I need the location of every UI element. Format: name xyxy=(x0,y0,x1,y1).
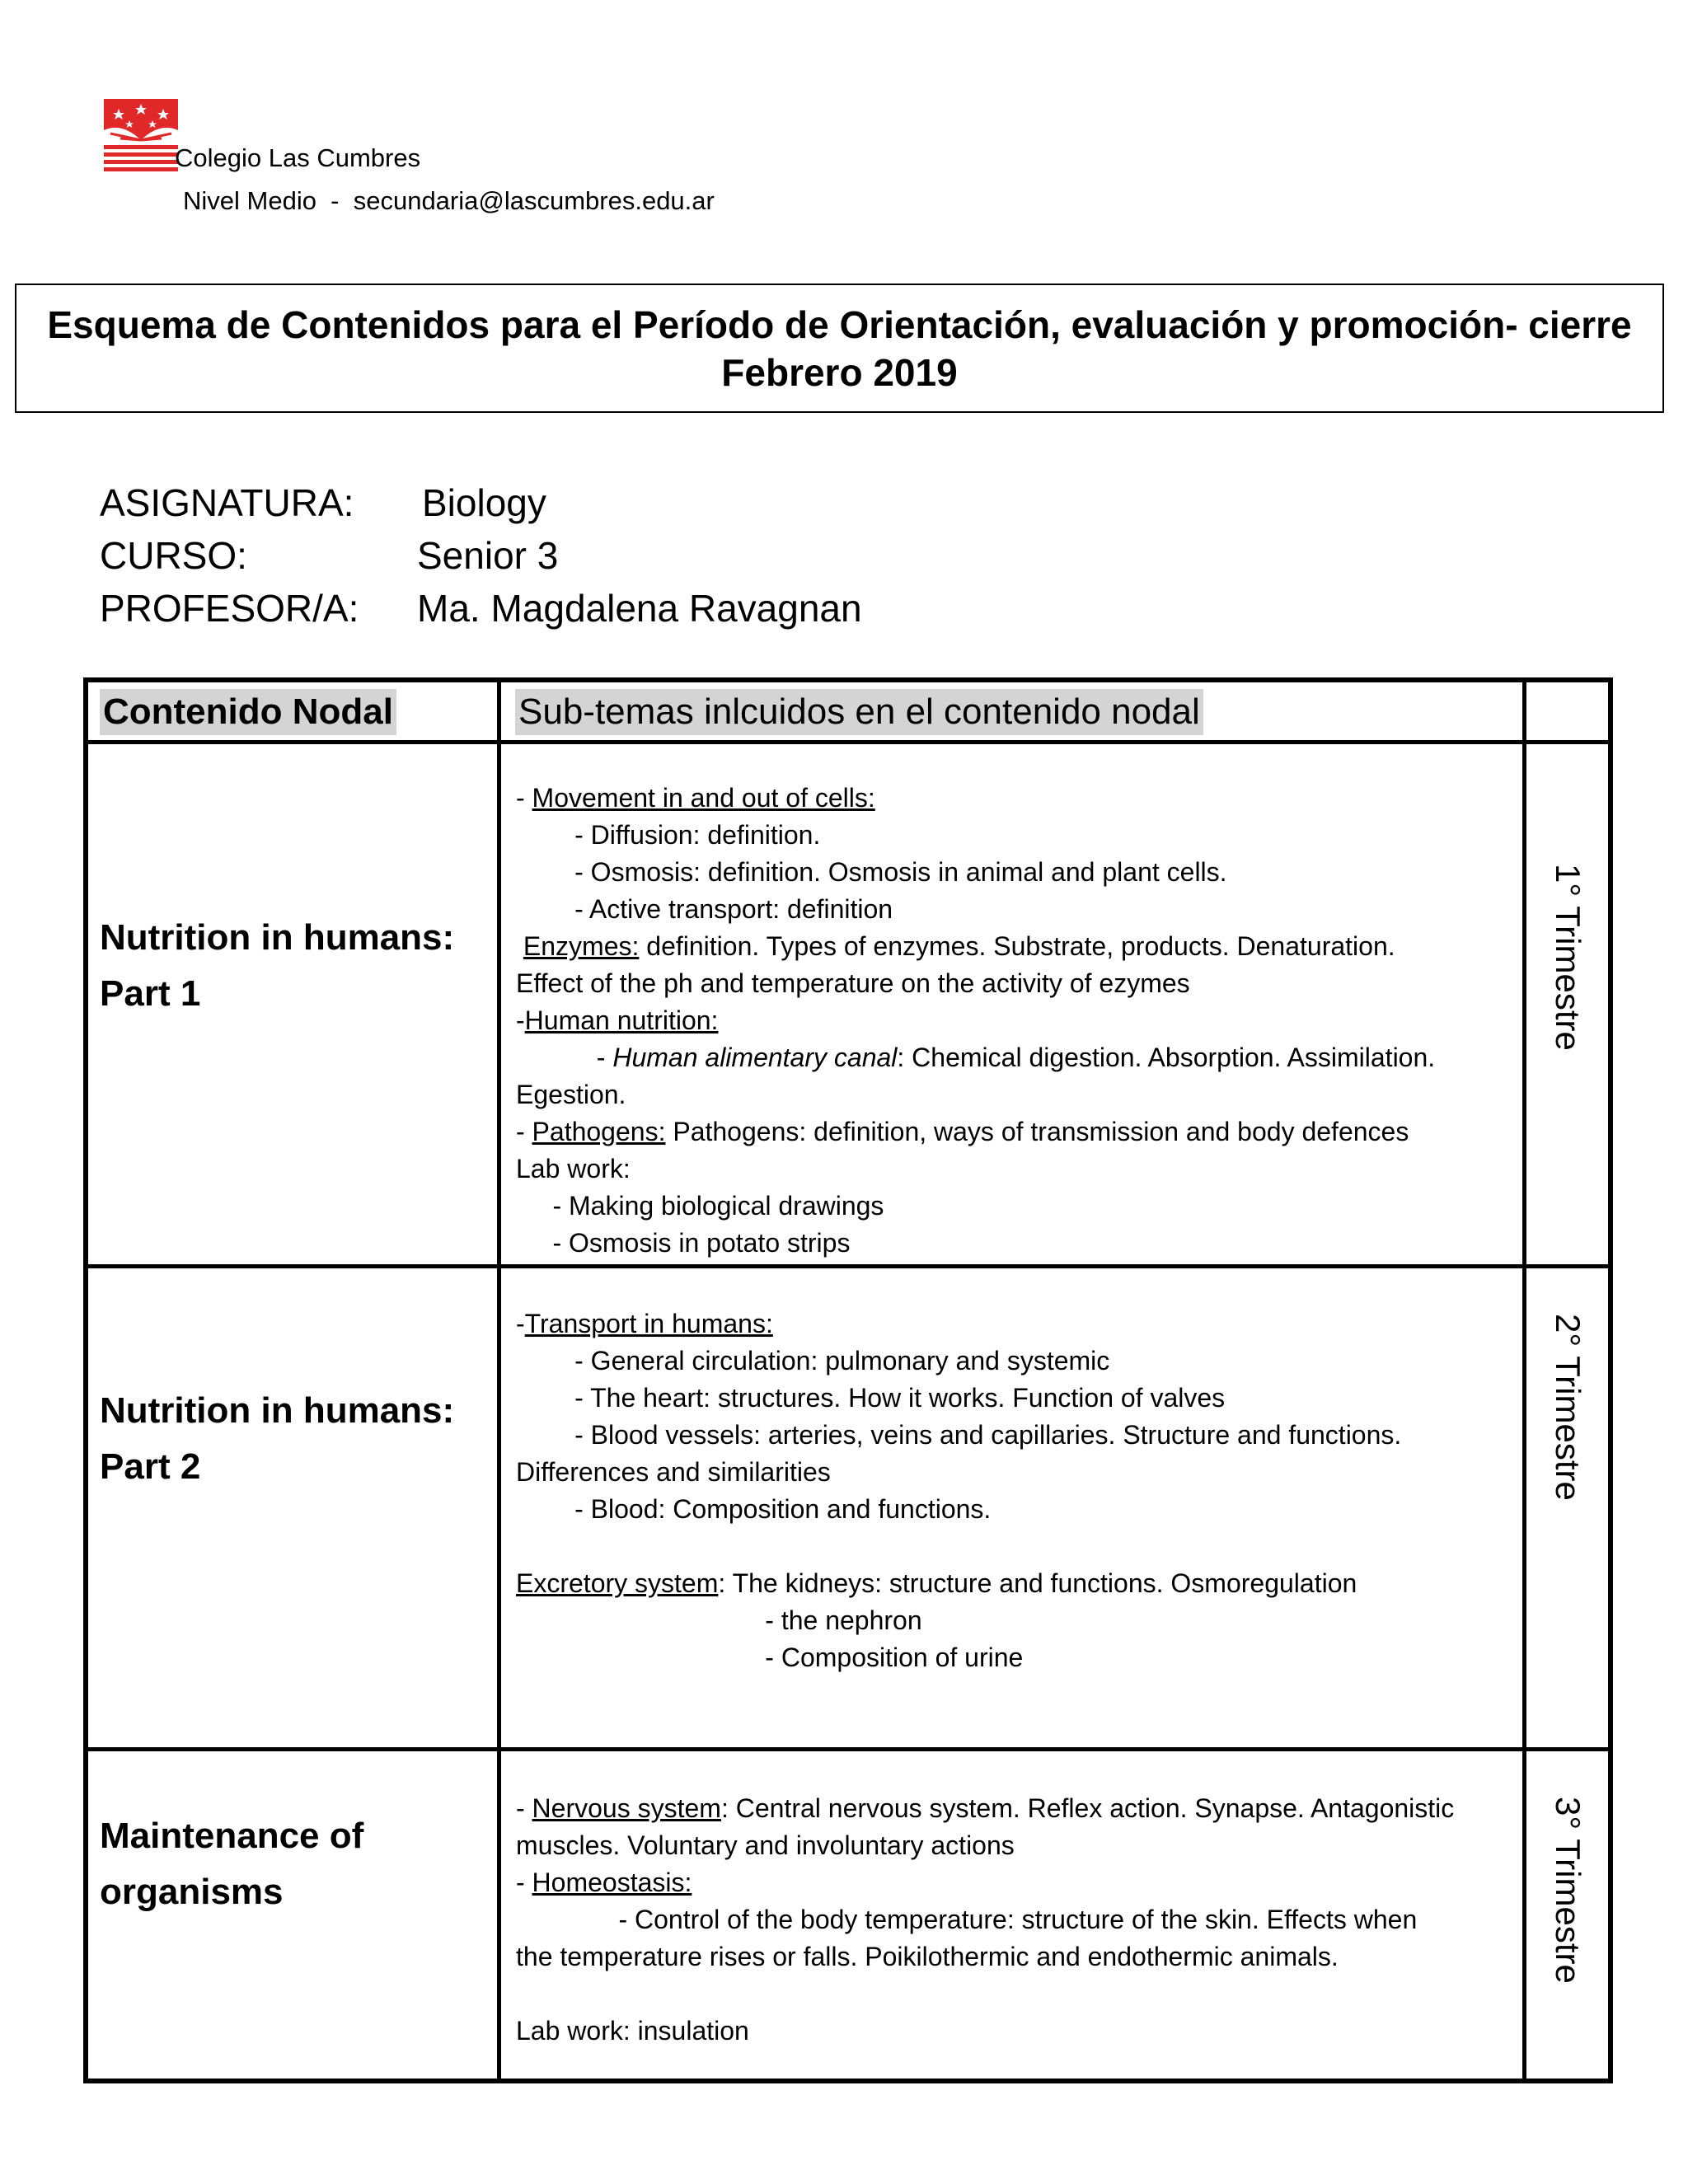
trimester-1 xyxy=(1531,864,1605,1051)
course-value: Senior 3 xyxy=(417,534,559,577)
text: - Diffusion: definition. - Osmosis: definition. Osmosis in animal and plant cells. - Active transport: definition xyxy=(574,820,1227,924)
teacher-row xyxy=(100,582,862,635)
trimester-2 xyxy=(1531,1314,1605,1501)
topic-row-3 xyxy=(100,1808,487,1920)
topic-title: Nutrition in humans: xyxy=(100,917,455,958)
teacher-value: Ma. Magdalena Ravagnan xyxy=(417,587,862,630)
subject-label: ASIGNATURA: xyxy=(100,481,354,524)
heading-movement: Movement in and out of cells: xyxy=(532,783,875,813)
subject-value: Biology xyxy=(422,481,546,524)
heading-human-nutrition: Human nutrition: xyxy=(524,1005,719,1035)
topic-subtitle: Part 1 xyxy=(100,973,201,1014)
trimester-label: 1° Trimestre xyxy=(1549,864,1587,1051)
row-divider xyxy=(88,1747,1608,1751)
column-divider xyxy=(497,682,501,2079)
school-logo xyxy=(102,97,180,173)
header-sub-temas: Sub-temas inlcuidos en el contenido nodal xyxy=(515,689,1203,735)
course-label: CURSO: xyxy=(100,534,247,577)
contents-table xyxy=(83,677,1613,2083)
alimentary-canal-term: Human alimentary canal xyxy=(612,1043,898,1072)
subtopics-row-3 xyxy=(516,1790,1587,2050)
heading-homeostasis: Homeostasis: xyxy=(532,1868,692,1897)
text: - Control of the body temperature: structure of the skin. Effects when the temperature rises or falls. Poikilothermic and endothermic animals. Lab work: insulation xyxy=(516,1905,1418,2046)
document-title xyxy=(15,284,1664,413)
subtopics-row-2 xyxy=(516,1305,1587,1676)
text: - xyxy=(516,1793,532,1823)
subject-row xyxy=(100,476,862,529)
row-divider xyxy=(88,1264,1608,1268)
heading-pathogens: Pathogens: xyxy=(532,1117,666,1146)
text: - xyxy=(516,783,532,813)
heading-transport: Transport in humans: xyxy=(524,1309,773,1338)
trimester-label: 3° Trimestre xyxy=(1549,1797,1587,1984)
topic-row-1 xyxy=(100,910,487,1022)
teacher-label: PROFESOR/A: xyxy=(100,587,359,630)
header-contenido-nodal: Contenido Nodal xyxy=(100,689,396,735)
topic-title: Maintenance of xyxy=(100,1816,364,1856)
trimester-3 xyxy=(1531,1797,1605,1984)
row-divider xyxy=(88,740,1608,744)
heading-excretory: Excretory system xyxy=(516,1568,719,1598)
title-line-1: Esquema de Contenidos para el Período de Orientación, evaluación y promoción- cierre xyxy=(47,302,1632,346)
text: - General circulation: pulmonary and systemic - The heart: structures. How it works. Function of valves - Blood vessels: arteries, veins and capillaries. Structure and functions. Differences and similarities - Blood: Composition and functions. xyxy=(516,1346,1402,1524)
topic-subtitle: Part 2 xyxy=(100,1446,201,1487)
course-info xyxy=(100,476,862,635)
text: Pathogens: definition, ways of transmission and body defences Lab work: - Making biological drawings - Osmosis in potato strips xyxy=(516,1117,1409,1258)
topic-subtitle: organisms xyxy=(100,1872,284,1912)
text: : Central nervous system. Reflex action. Synapse. Antagonistic muscles. Voluntary and involuntary actions - xyxy=(516,1793,1455,1897)
text: : Chemical digestion. Absorption. Assimilation. Egestion. - xyxy=(516,1043,1436,1146)
heading-nervous: Nervous system xyxy=(532,1793,721,1823)
course-row xyxy=(100,529,862,582)
title-line-2: Febrero 2019 xyxy=(721,350,958,394)
school-name: Colegio Las Cumbres xyxy=(175,143,421,172)
heading-enzymes: Enzymes: xyxy=(523,931,640,961)
text: - xyxy=(516,1309,525,1338)
trimester-label: 2° Trimestre xyxy=(1549,1314,1587,1501)
text: - xyxy=(596,1043,606,1072)
text: definition. Types of enzymes. Substrate, products. Denaturation. Effect of the ph and temperature on the activity of ezymes - xyxy=(516,931,1395,1035)
subtopics-row-1 xyxy=(516,780,1587,1262)
topic-row-2 xyxy=(100,1383,487,1495)
topic-title: Nutrition in humans: xyxy=(100,1390,455,1431)
text: : The kidneys: structure and functions. Osmoregulation - the nephron - Composition of urine xyxy=(718,1568,1357,1672)
school-contact: Nivel Medio - secundaria@lascumbres.edu.ar xyxy=(183,186,715,215)
